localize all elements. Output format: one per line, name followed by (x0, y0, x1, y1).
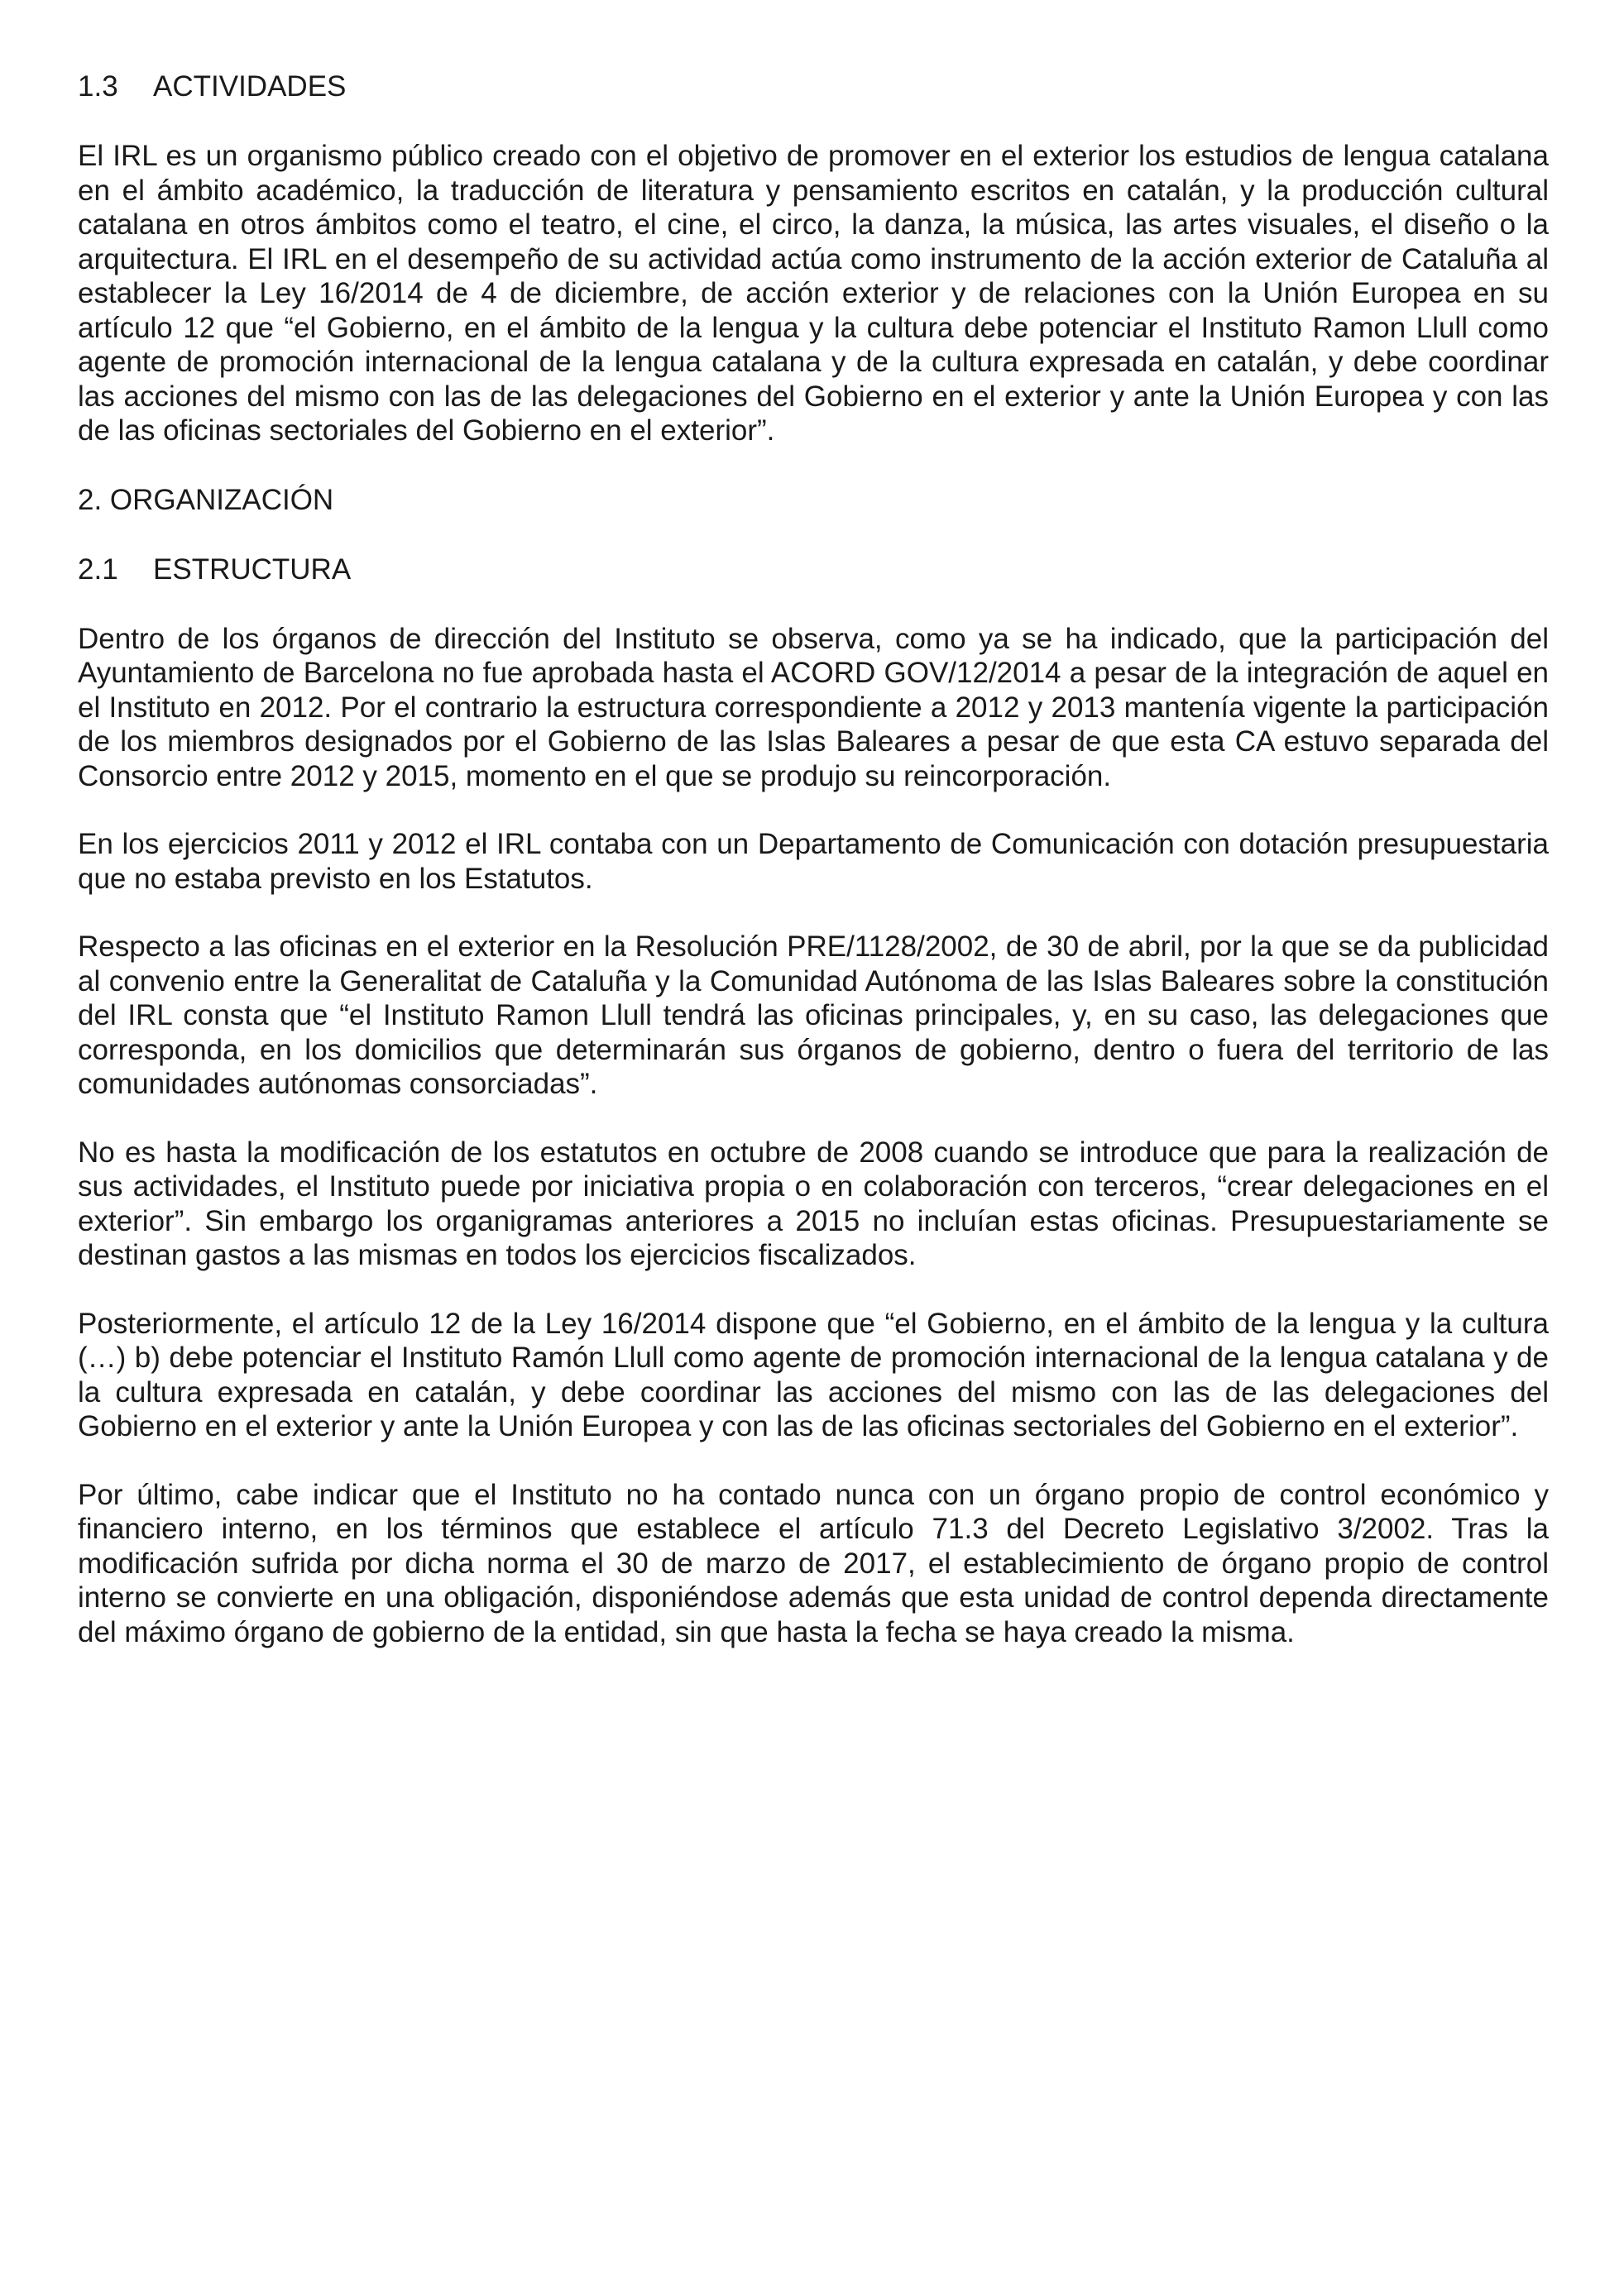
section-heading-estructura (78, 552, 1549, 587)
paragraph-estructura-6: Por último, cabe indicar que el Instituto no ha contado nunca con un órgano propio de control económico y financiero interno, en los términos que establece el artículo 71.3 del Decreto Legislativo 3/2002. Tras la modificación sufrida por dicha norma el 30 de marzo de 2017, el establecimiento de órgano propio de control interno se convierte en una obligación, disponiéndose además que esta unidad de control dependa directamente del máximo órgano de gobierno de la entidad, sin que hasta la fecha se haya creado la misma. (78, 1478, 1549, 1648)
paragraph-estructura-4: No es hasta la modificación de los estatutos en octubre de 2008 cuando se introduce que para la realización de sus actividades, el Instituto puede por iniciativa propia o en colaboración con terceros, “crear delegaciones en el exterior”. Sin embargo los organigramas anteriores a 2015 no incluían estas oficinas. Presupuestariamente se destinan gastos a las mismas en todos los ejercicios fiscalizados. (78, 1136, 1549, 1271)
paragraph-estructura-5: Posteriormente, el artículo 12 de la Ley 16/2014 dispone que “el Gobierno, en el ámbito de la lengua y la cultura (…) b) debe potenciar el Instituto Ramón Llull como agente de promoción internacional de la lengua catalana y de la cultura expresada en catalán, y debe coordinar las acciones del mismo con las de las delegaciones del Gobierno en el exterior y ante la Unión Europea y con las de las oficinas sectoriales del Gobierno en el exterior”. (78, 1307, 1549, 1442)
section-number: 1.3 (78, 70, 118, 103)
section-heading-organizacion (78, 483, 1549, 518)
section-number: 2.1 (78, 552, 118, 586)
paragraph-estructura-2: En los ejercicios 2011 y 2012 el IRL contaba con un Departamento de Comunicación con dotación presupuestaria que no estaba previsto en los Estatutos. (78, 828, 1549, 895)
section-title: ACTIVIDADES (153, 70, 347, 103)
paragraph-estructura-3: Respecto a las oficinas en el exterior en la Resolución PRE/1128/2002, de 30 de abril, por la que se da publicidad al convenio entre la Generalitat de Cataluña y la Comunidad Autónoma de las Islas Baleares sobre la constitución del IRL consta que “el Instituto Ramon Llull tendrá las oficinas principales, y, en su caso, las delegaciones que corresponda, en los domicilios que determinarán sus órganos de gobierno, dentro o fuera del territorio de las comunidades autónomas consorciadas”. (78, 930, 1549, 1100)
section-heading-actividades (78, 69, 1549, 104)
document-page (78, 69, 1549, 1649)
paragraph-actividades-1: El IRL es un organismo público creado con el objetivo de promover en el exterior los estudios de lengua catalana en el ámbito académico, la traducción de literatura y pensamiento escritos en catalán, y la producción cultural catalana en otros ámbitos como el teatro, el cine, el circo, la danza, la música, las artes visuales, el diseño o la arquitectura. El IRL en el desempeño de su actividad actúa como instrumento de la acción exterior de Cataluña al establecer la Ley 16/2014 de 4 de diciembre, de acción exterior y de relaciones con la Unión Europea en su artículo 12 que “el Gobierno, en el ámbito de la lengua y la cultura debe potenciar el Instituto Ramon Llull como agente de promoción internacional de la lengua catalana y de la cultura expresada en catalán, y debe coordinar las acciones del mismo con las de las delegaciones del Gobierno en el exterior y ante la Unión Europea y con las de las oficinas sectoriales del Gobierno en el exterior”. (78, 140, 1549, 447)
section-title: ESTRUCTURA (153, 552, 352, 586)
section-title: 2. ORGANIZACIÓN (78, 483, 334, 516)
paragraph-estructura-1: Dentro de los órganos de dirección del Instituto se observa, como ya se ha indicado, que la participación del Ayuntamiento de Barcelona no fue aprobada hasta el ACORD GOV/12/2014 a pesar de la integración de aquel en el Instituto en 2012. Por el contrario la estructura correspondiente a 2012 y 2013 mantenía vigente la participación de los miembros designados por el Gobierno de las Islas Baleares a pesar de que esta CA estuvo separada del Consorcio entre 2012 y 2015, momento en el que se produjo su reincorporación. (78, 622, 1549, 792)
